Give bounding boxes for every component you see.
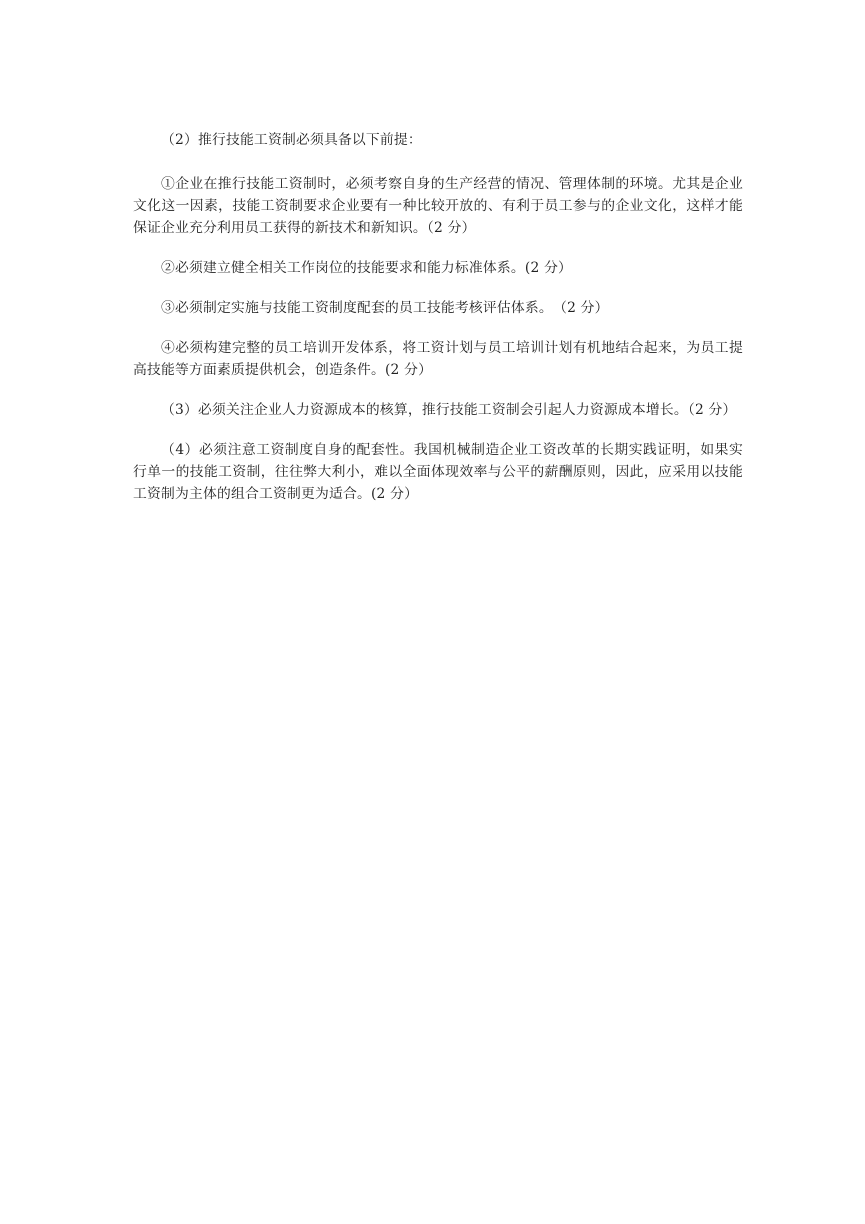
- paragraph-item-1: ①企业在推行技能工资制时，必须考察自身的生产经营的情况、管理体制的环境。尤其是企业文化这一因素，技能工资制要求企业要有一种比较开放的、有利于员工参与的企业文化，这样才能保证企业充分利用员工获得的新技术和新知识。（2 分）: [133, 176, 743, 236]
- paragraph-section-3: （3）必须关注企业人力资源成本的核算，推行技能工资制会引起人力资源成本增长。（2 分）: [161, 402, 737, 418]
- document-page: [133, 129, 743, 523]
- paragraph-item-2: ②必须建立健全相关工作岗位的技能要求和能力标准体系。(2 分）: [161, 260, 573, 276]
- section-heading-2: （2）推行技能工资制必须具备以下前提：: [161, 132, 422, 148]
- paragraph-item-4: ④必须构建完整的员工培训开发体系，将工资计划与员工培训计划有机地结合起来，为员工提高技能等方面素质提供机会，创造条件。(2 分）: [133, 340, 743, 378]
- paragraph-section-4: （4）必须注意工资制度自身的配套性。我国机械制造企业工资改革的长期实践证明，如果实行单一的技能工资制，往往弊大利小，难以全面体现效率与公平的薪酬原则，因此，应采用以技能工资制为主体的组合工资制更为适合。(2 分）: [133, 442, 743, 502]
- paragraph-item-3: ③必须制定实施与技能工资制度配套的员工技能考核评估体系。 （2 分）: [161, 300, 609, 316]
